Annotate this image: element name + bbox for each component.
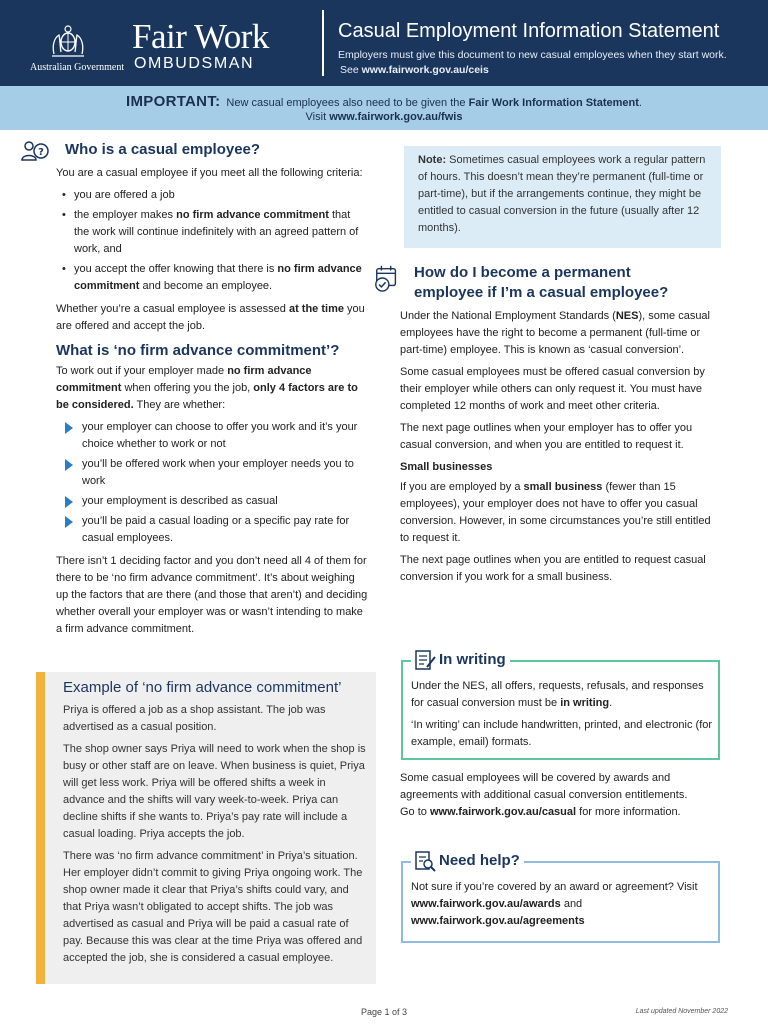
visit-prefix: Visit	[305, 111, 330, 123]
list-item: • you are offered a job	[62, 189, 175, 201]
help-paragraph: Not sure if you’re covered by an award or agreement? Visit www.fairwork.gov.au/awards and www.fairwork.gov.au/agreements	[411, 881, 698, 927]
banner-fwis-name: Fair Work Information Statement	[468, 97, 639, 109]
document-title: Casual Employment Information Statement	[338, 20, 720, 42]
small-business-next-page: The next page outlines when you are entitled to request casual conversion if you work for a small business.	[400, 554, 706, 583]
note-text: Note: Sometimes casual employees work a regular pattern of hours. This doesn’t mean they’re permanent (full-time or part-time), but if the arrangements continue, they might be entitled to casual conversion in the future (usually after 12 months).	[418, 154, 706, 234]
in-writing-title: In writing	[411, 650, 510, 670]
australian-government-logo	[24, 22, 128, 74]
header	[0, 0, 768, 86]
example-paragraph: Priya is offered a job as a shop assistant. The job was advertised as a casual position.	[63, 704, 326, 733]
next-page-paragraph: The next page outlines when your employer has to offer you casual conversion, and when you are entitled to request it.	[400, 422, 693, 451]
list-item: • you accept the offer knowing that there is no firm advance commitment and become an employee.	[62, 263, 362, 292]
calendar-check-icon	[372, 264, 402, 292]
triangle-bullet-icon	[65, 516, 73, 528]
triangle-bullet-icon	[65, 459, 73, 471]
list-item: you’ll be offered work when your employer needs you to work	[56, 456, 368, 490]
left-column	[56, 140, 368, 643]
header-divider	[322, 10, 324, 76]
need-help-title: Need help?	[411, 851, 524, 871]
svg-text:?: ?	[38, 147, 44, 158]
ceis-link[interactable]: www.fairwork.gov.au/ceis	[361, 64, 489, 76]
example-accent-bar	[36, 672, 45, 984]
in-writing-box	[401, 651, 720, 760]
deciding-factor-paragraph: There isn’t 1 deciding factor and you don’t need all 4 of them for there to be ‘no firm advance commitment’. It’s about weighing up the factors that are there (and those that aren’t) and deciding whether overall your employer was or wasn’t intending to make a firm advance commitment.	[56, 555, 368, 635]
triangle-bullet-icon	[65, 496, 73, 508]
government-label: Australian Government	[30, 62, 125, 73]
list-item: your employment is described as casual	[56, 493, 368, 510]
nes-paragraph: Under the National Employment Standards (NES), some casual employees have the right to become a permanent (full-time or part-time) employee. This is known as ‘casual conversion’.	[400, 310, 710, 356]
small-business-heading: Small businesses	[400, 461, 493, 473]
triangle-bullet-icon	[65, 422, 73, 434]
section-title-who-is-casual: Who is a casual employee?	[65, 141, 261, 158]
criteria-list	[56, 187, 368, 295]
important-label: IMPORTANT:	[126, 93, 221, 110]
agreements-link[interactable]: www.fairwork.gov.au/agreements	[411, 915, 585, 927]
last-updated: Last updated November 2022	[635, 1008, 728, 1015]
people-question-icon	[20, 138, 50, 166]
criteria-intro: You are a casual employee if you meet all the following criteria:	[56, 167, 363, 179]
banner-suffix: .	[638, 97, 642, 109]
example-paragraph: There was ‘no firm advance commitment’ in Priya’s situation. Her employer didn’t commit to giving Priya ongoing work. The shop owner made it clear that Priya’s shifts could vary, and that Priya wasn’t obligated to accept shifts. The job was advertised as casual and Priya will be paid a casual rate of pay. Because this was clear at the time Priya was offered and accepted the job, she is considered a casual employee.	[63, 850, 363, 964]
banner-visit-line	[0, 111, 768, 123]
note-label: Note:	[418, 154, 447, 166]
banner-text: New casual employees also need to be given the	[226, 97, 469, 109]
awards-link[interactable]: www.fairwork.gov.au/awards	[411, 898, 561, 910]
casual-link[interactable]: www.fairwork.gov.au/casual	[429, 806, 577, 818]
note-box	[404, 146, 721, 248]
important-banner	[0, 86, 768, 130]
right-column	[400, 263, 720, 591]
writing-formats-paragraph: ‘In writing’ can include handwritten, printed, and electronic (for example, email) formats.	[411, 719, 713, 748]
section-title-no-firm-commitment: What is ‘no firm advance commitment’?	[56, 342, 340, 359]
need-help-box	[401, 852, 720, 943]
document-pen-icon	[413, 648, 437, 672]
conversion-paragraph: Some casual employees must be offered casual conversion by their employer while others can only request it. You must have completed 12 months of work and meet other criteria.	[400, 366, 705, 412]
example-box	[36, 672, 376, 984]
example-title: Example of ‘no firm advance commitment’	[63, 679, 342, 696]
example-paragraph: The shop owner says Priya will need to work when the shop is busy or other staff are on leave. When business is quiet, Priya will get less work. Priya will be offered shifts a week in advance and the shifts will vary week-to-week. Priya can decline shifts if she wants to. Priya’s pay rate will include a casual loading. Priya accepts the job.	[63, 743, 366, 840]
brand-name: Fair Work	[132, 17, 269, 56]
awards-paragraph: Some casual employees will be covered by awards and agreements with additional casual conversion entitlements. Go to www.fairwork.gov.au/casual for more information.	[400, 772, 688, 818]
coat-of-arms-icon	[48, 24, 88, 58]
document-search-icon	[413, 849, 437, 873]
list-item: you’ll be paid a casual loading or a specific pay rate for casual employees.	[56, 513, 368, 547]
factors-list	[56, 419, 368, 547]
document-subtitle	[338, 48, 758, 78]
banner-line	[0, 93, 768, 110]
list-item: your employer can choose to offer you work and it’s your choice whether to work or not	[56, 419, 368, 453]
brand-subtitle: OMBUDSMAN	[134, 55, 255, 72]
section-title-permanent: How do I become a permanent employee if I’m a casual employee?	[414, 264, 669, 301]
writing-paragraph: Under the NES, all offers, requests, refusals, and responses for casual conversion must be in writing.	[411, 680, 704, 709]
assessed-paragraph: Whether you’re a casual employee is assessed at the time you are offered and accept the job.	[56, 303, 365, 332]
small-business-paragraph: If you are employed by a small business (fewer than 15 employees), your employer does not have to offer you casual conversion. However, in some circumstances you’re still entitled to request it.	[400, 481, 711, 544]
page-number: Page 1 of 3	[360, 1007, 408, 1017]
subtitle-line: Employers must give this document to new casual employees when they start work.	[338, 49, 727, 61]
factors-intro: To work out if your employer made no firm advance commitment when offering you the job, only 4 factors are to be considered. They are whether:	[56, 365, 358, 411]
subtitle-see-line	[338, 63, 758, 78]
see-prefix: See	[340, 64, 362, 76]
list-item: • the employer makes no firm advance commitment that the work will continue indefinitely with an agreed pattern of work, and	[62, 209, 359, 255]
fwis-link[interactable]: www.fairwork.gov.au/fwis	[329, 111, 463, 123]
